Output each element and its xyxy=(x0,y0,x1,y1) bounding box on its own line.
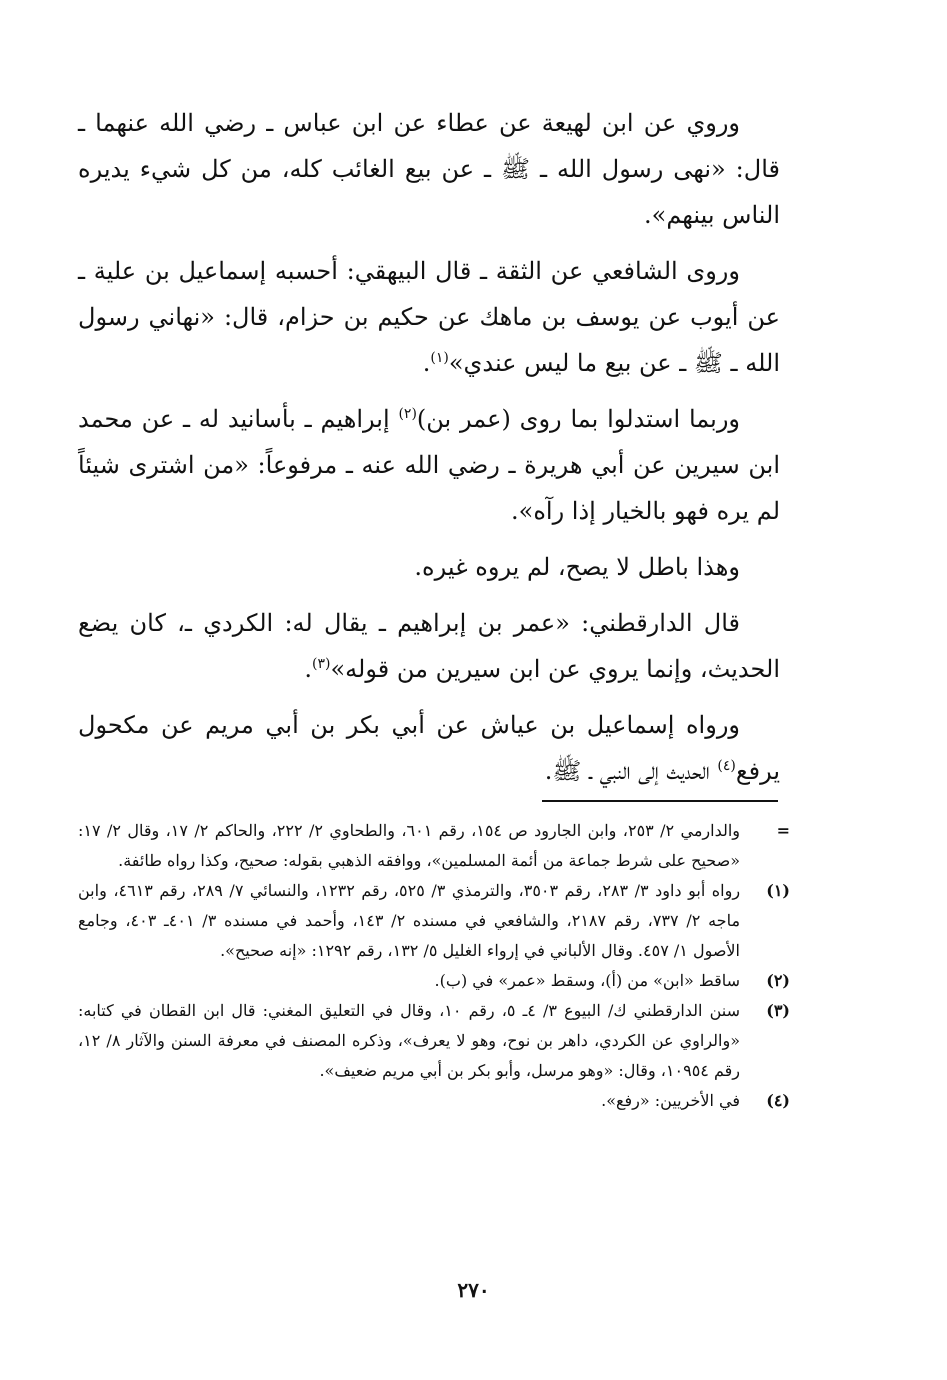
paragraph-6-text-before: ورواه إسماعيل بن عياش عن أبي بكر بن أبي مريم عن مكحول يرفع xyxy=(78,711,780,785)
footnote-text: رواه أبو داود ٣/ ٢٨٣، رقم ٣٥٠٣، والترمذي ٣/ ٥٢٥، رقم ١٢٣٢، والنسائي ٧/ ٢٨٩، رقم ٤٦١٣، وابن ماجه ٢/ ٧٣٧، رقم ٢١٨٧، والشافعي في مسنده ٢/ ١٤٣، وأحمد في مسنده ٣/ ٤٠١ـ ٤٠٣، وجامع الأصول ١/ ٤٥٧. وقال الألباني في إرواء الغليل ٥/ ١٣٢، رقم ١٢٩٢: «إنه صحيح». xyxy=(78,881,741,960)
paragraph-5-text: قال الدارقطني: «عمر بن إبراهيم ـ يقال له: الكردي ـ، كان يضع الحديث، وإنما يروي عن ابن سيرين من قوله» xyxy=(78,609,780,683)
footnote-number: (١) xyxy=(766,881,790,900)
footnote-number: (٤) xyxy=(766,1091,790,1110)
paragraph-4 xyxy=(78,544,780,590)
footnote-2 xyxy=(78,966,790,996)
paragraph-2-tail: . xyxy=(422,349,431,377)
page-number: ٢٧٠ xyxy=(457,1278,490,1302)
paragraph-2-text: وروى الشافعي عن الثقة ـ قال البيهقي: أحسبه إسماعيل بن علية ـ عن أيوب عن يوسف بن ماهك عن حكيم بن حزام، قال: «نهاني رسول الله ـ ﷺ ـ عن بيع ما ليس عندي» xyxy=(78,257,780,377)
paragraph-5-tail: . xyxy=(304,655,313,683)
footnote-number: (٢) xyxy=(766,971,790,990)
main-text xyxy=(78,100,780,804)
paragraph-3 xyxy=(78,396,780,534)
paragraph-6 xyxy=(78,702,780,794)
paragraph-1-text: وروي عن ابن لهيعة عن عطاء عن ابن عباس ـ رضي الله عنهما ـ قال: «نهى رسول الله ـ ﷺ ـ عن بيع الغائب كله، من كل شيء يديره الناس بينهم». xyxy=(78,109,780,229)
paragraph-5 xyxy=(78,600,780,692)
footnote-continued xyxy=(78,816,790,876)
paragraph-6-text-after: الحديث إلى النبي ـ ﷺ. xyxy=(544,757,718,785)
footnote-text: سنن الدارقطني ك/ البيوع ٣/ ٤ـ ٥، رقم ١٠، وقال في التعليق المغني: قال ابن القطان في كتابه: «والراوي عن الكردي، داهر بن نوح، وهو لا يعرف»، وذكره المصنف في معرفة السنن والآثار ٨/ ١٢، رقم ١٠٩٥٤، وقال: «وهو مرسل، وأبو بكر بن أبي مريم ضعيف». xyxy=(78,1001,741,1080)
footnote-text: في الأخريين: «رفع». xyxy=(601,1091,740,1110)
footnote-ref-2[interactable]: (٢) xyxy=(398,406,417,422)
footnote-ref-4[interactable]: (٤) xyxy=(717,758,736,774)
footnote-marker: = xyxy=(776,821,790,840)
footnote-text: ساقط «ابن» من (أ)، وسقط «عمر» في (ب). xyxy=(434,971,740,990)
footnote-divider xyxy=(542,800,778,802)
footnote-1 xyxy=(78,876,790,966)
paragraph-2 xyxy=(78,248,780,386)
footnote-text: والدارمي ٢/ ٢٥٣، وابن الجارود ص ١٥٤، رقم ٦٠١، والطحاوي ٢/ ٢٢٢، والحاكم ٢/ ١٧، وقال ٢/ ١٧: «صحيح على شرط جماعة من أئمة المسلمين»، ووافقه الذهبي بقوله: صحيح، وكذا رواه طائفة. xyxy=(78,821,741,870)
footnotes xyxy=(78,816,790,1116)
paragraph-3-text-before: وربما استدلوا بما روى (عمر بن) xyxy=(416,405,740,433)
footnote-ref-1[interactable]: (١) xyxy=(430,350,449,366)
paragraph-1 xyxy=(78,100,780,238)
footnote-4 xyxy=(78,1086,790,1116)
footnote-3 xyxy=(78,996,790,1086)
paragraph-4-text: وهذا باطل لا يصح، لم يروه غيره. xyxy=(414,553,740,581)
footnote-ref-3[interactable]: (٣) xyxy=(312,656,331,672)
paragraph-3-text-after: إبراهيم ـ بأسانيد له ـ عن محمد ابن سيرين عن أبي هريرة ـ رضي الله عنه ـ مرفوعاً: «من اشترى شيئاً لم يره فهو بالخيار إذا رآه». xyxy=(78,405,780,525)
footnote-number: (٣) xyxy=(766,1001,790,1020)
